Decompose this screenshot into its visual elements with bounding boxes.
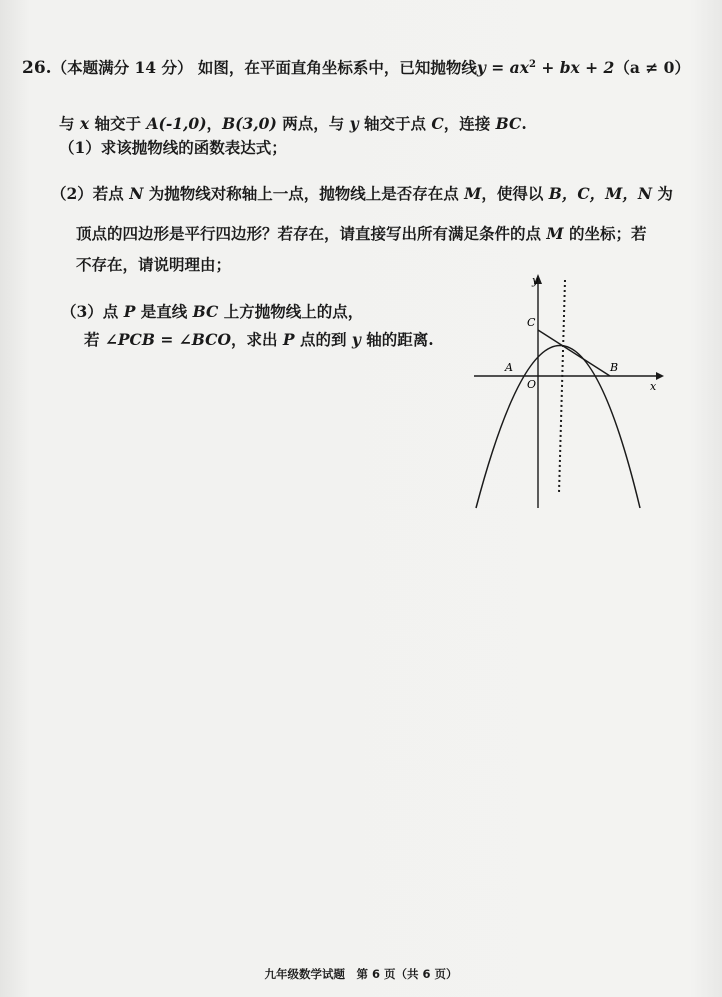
- var-bc: BC: [495, 114, 522, 133]
- text-fragment: 与: [59, 114, 80, 133]
- label-c: C: [527, 316, 536, 329]
- var-c: C: [431, 114, 444, 133]
- text-fragment: 轴的距离.: [360, 330, 434, 349]
- angle-condition: ∠PCB = ∠BCO: [104, 330, 231, 349]
- part-3-line-2: [84, 330, 434, 350]
- text-fragment: ，使得以: [481, 184, 549, 203]
- symmetry-axis: [559, 280, 565, 493]
- var-y: y: [349, 114, 359, 133]
- label-x: x: [650, 380, 657, 393]
- var-y: y: [351, 330, 361, 349]
- var-m: M: [546, 224, 564, 243]
- part-2-line-3: 不存在，请说明理由；: [76, 255, 232, 274]
- question-intro-text: 如图，在平面直角坐标系中，已知抛物线: [197, 58, 477, 77]
- text-fragment: 为抛物线对称轴上一点，抛物线上是否存在点: [143, 184, 465, 203]
- text-fragment: 顶点的四边形是平行四边形？若存在，请直接写出所有满足条件的点: [76, 224, 547, 243]
- var-n: N: [129, 184, 144, 203]
- question-number: 26.: [22, 58, 52, 78]
- text-fragment: ，连接: [443, 114, 496, 133]
- equation-main: y = ax: [476, 58, 529, 77]
- text-fragment: 两点，与: [276, 114, 350, 133]
- text-fragment: 为: [652, 184, 673, 203]
- equation-exponent: 2: [528, 59, 536, 70]
- text-fragment: 的坐标；若: [563, 224, 647, 243]
- var-m: M: [464, 184, 482, 203]
- score-note: （本题满分 14 分）: [51, 58, 193, 77]
- label-y: y: [532, 274, 539, 287]
- text-fragment: 若: [84, 330, 105, 349]
- segment-bc: [538, 330, 610, 376]
- text-fragment: ，: [206, 114, 223, 133]
- part-1: （1）求该抛物线的函数表达式；: [59, 138, 287, 157]
- label-a: A: [505, 361, 513, 374]
- equation-rest: + bx + 2: [535, 58, 615, 77]
- question-line-2: [59, 114, 527, 134]
- text-fragment: （2）若点: [51, 184, 130, 203]
- point-b-coord: B(3,0): [222, 114, 277, 133]
- text-fragment: ，求出: [230, 330, 283, 349]
- parabola-figure: [470, 268, 670, 513]
- label-b: B: [610, 361, 619, 374]
- x-axis-arrow: [656, 372, 664, 380]
- text-fragment: 点的到: [294, 330, 352, 349]
- label-o: O: [527, 378, 537, 391]
- var-p: P: [123, 302, 136, 321]
- text-fragment: 是直线: [135, 302, 193, 321]
- question-header-line: [22, 58, 690, 78]
- text-fragment: 轴交于点: [358, 114, 432, 133]
- text-fragment: （3）点: [61, 302, 124, 321]
- text-fragment: 轴交于: [89, 114, 147, 133]
- text-fragment: 上方抛物线上的点，: [218, 302, 364, 321]
- text-fragment: .: [521, 114, 527, 133]
- part-2-line-2: [76, 224, 646, 244]
- part-3-line-1: [61, 302, 363, 322]
- var-p: P: [282, 330, 295, 349]
- var-bc: BC: [192, 302, 219, 321]
- var-x: x: [79, 114, 90, 133]
- point-a-coord: A(-1,0): [146, 114, 207, 133]
- equation-condition: （a ≠ 0）: [614, 58, 690, 77]
- part-2-line-1: [51, 184, 673, 204]
- page-footer: 九年级数学试题 第 6 页（共 6 页）: [264, 967, 458, 981]
- vertex-list: B，C，M，N: [548, 184, 652, 203]
